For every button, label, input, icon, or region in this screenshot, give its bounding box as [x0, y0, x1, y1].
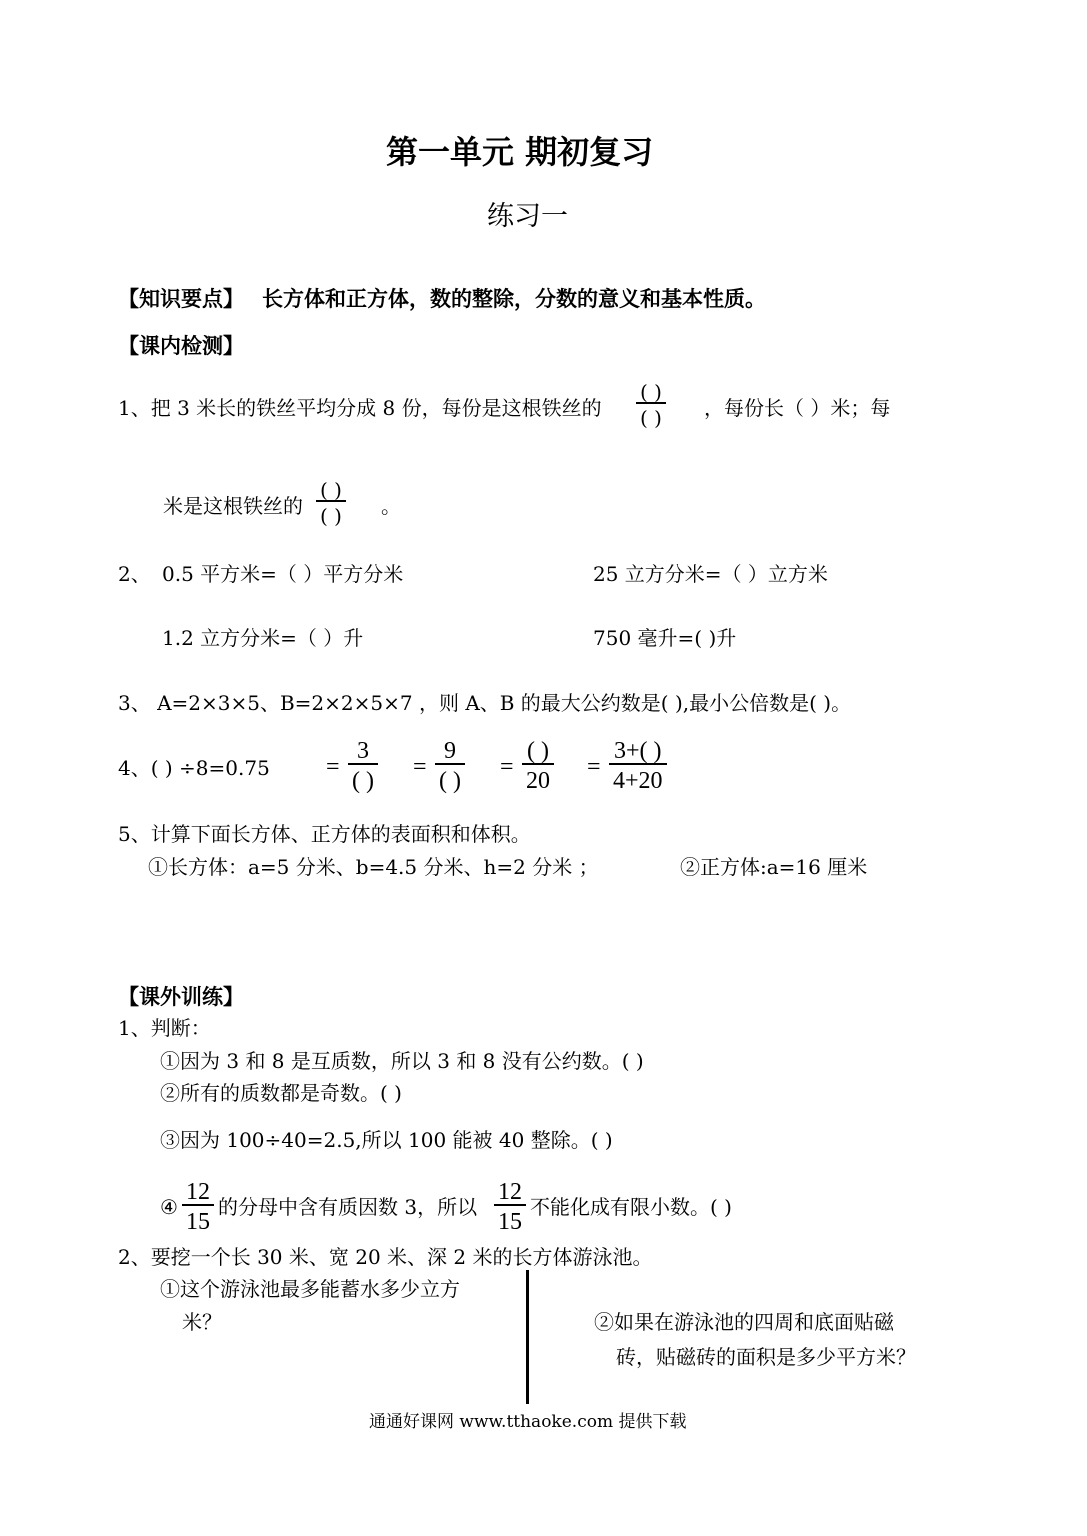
page-footer: 通通好课网 www.tthaoke.com 提供下载	[369, 1412, 687, 1432]
extra-q2-b-line2: 砖，贴磁砖的面积是多少平方米？	[616, 1345, 916, 1369]
q4-fraction-2-numerator: 9	[443, 738, 456, 764]
extra-heading: 【课外训练】	[118, 985, 244, 1009]
extra-q1-fraction-1-numerator: 12	[186, 1179, 210, 1205]
extra-q1-fraction-1	[182, 1180, 214, 1234]
extra-q1-fraction-2-denominator: 15	[494, 1204, 526, 1234]
q1-fraction-1-denominator: ( )	[636, 402, 666, 428]
q4-fraction-3-numerator: ( )	[527, 738, 549, 764]
extra-q1-d-suffix: 不能化成有限小数。( )	[530, 1195, 732, 1219]
extra-q1-d-mid: 的分母中含有质因数 3，所以	[218, 1195, 478, 1219]
extra-q1-a: ①因为 3 和 8 是互质数，所以 3 和 8 没有公约数。( )	[160, 1049, 644, 1073]
q2-d: 750 毫升=( )升	[593, 626, 737, 650]
q4-equals-1: =	[326, 754, 340, 780]
extra-q1-b: ②所有的质数都是奇数。( )	[160, 1081, 402, 1105]
q5-text: 5、计算下面长方体、正方体的表面积和体积。	[118, 822, 531, 846]
extra-q2-text: 2、要挖一个长 30 米、宽 20 米、深 2 米的长方体游泳池。	[118, 1245, 653, 1269]
q1-part4: 。	[381, 494, 401, 518]
q1-fraction-1	[636, 382, 666, 428]
page-subtitle: 练习一	[487, 201, 568, 232]
extra-q1-c: ③因为 100÷40=2.5,所以 100 能被 40 整除。( )	[160, 1128, 613, 1152]
q4-fraction-1	[348, 739, 378, 793]
q4-fraction-4	[609, 739, 667, 793]
knowledge-label: 【知识要点】	[118, 287, 244, 311]
page-title: 第一单元 期初复习	[386, 133, 654, 171]
q1-fraction-2	[316, 480, 346, 526]
q4-fraction-1-denominator: ( )	[348, 763, 378, 793]
q4-fraction-2	[435, 739, 465, 793]
q2-c: 1.2 立方分米=（ ）升	[162, 626, 364, 650]
q5-a: ①长方体：a=5 分米、b=4.5 分米、h=2 分米 ；	[148, 855, 599, 879]
q1-fraction-2-denominator: ( )	[316, 500, 346, 526]
answer-divider	[526, 1270, 529, 1404]
in-class-heading: 【课内检测】	[118, 334, 244, 358]
q5-b: ②正方体:a=16 厘米	[680, 855, 868, 879]
q1-part2: ，每份长（ ）米；每	[704, 396, 891, 420]
q4-fraction-4-denominator: 4+20	[609, 763, 667, 793]
extra-q1-fraction-2-numerator: 12	[498, 1179, 522, 1205]
extra-q2-b-line1: ②如果在游泳池的四周和底面贴磁	[594, 1310, 894, 1334]
q4-prefix: 4、( ) ÷8=0.75	[118, 756, 270, 780]
q4-equals-4: =	[587, 754, 601, 780]
q1-part1: 1、把 3 米长的铁丝平均分成 8 份，每份是这根铁丝的	[118, 396, 602, 420]
q4-equals-2: =	[413, 754, 427, 780]
q4-fraction-3-denominator: 20	[522, 763, 554, 793]
q3: 3、 A=2×3×5、B=2×2×5×7 ，则 A、B 的最大公约数是( ),最小公倍数是( )。	[118, 691, 852, 715]
knowledge-text: 长方体和正方体，数的整除，分数的意义和基本性质。	[262, 287, 766, 311]
extra-q1-fraction-1-denominator: 15	[182, 1204, 214, 1234]
q1-part3: 米是这根铁丝的	[163, 494, 303, 518]
q2-b: 25 立方分米=（ ）立方米	[593, 562, 828, 586]
q1-fraction-1-numerator: ( )	[640, 380, 662, 404]
q2-a: 0.5 平方米=（ ）平方分米	[162, 562, 404, 586]
q4-fraction-4-numerator: 3+( )	[614, 738, 662, 764]
extra-q2-a-line1: ①这个游泳池最多能蓄水多少立方	[160, 1277, 460, 1301]
extra-q1-d-prefix: ④	[160, 1195, 178, 1219]
extra-q1-text: 1、判断：	[118, 1016, 211, 1040]
q1-fraction-2-numerator: ( )	[320, 478, 342, 502]
q4-fraction-2-denominator: ( )	[435, 763, 465, 793]
extra-q1-fraction-2	[494, 1180, 526, 1234]
q4-fraction-3	[522, 739, 554, 793]
q2-index: 2、	[118, 562, 151, 586]
extra-q2-a-line2: 米？	[182, 1310, 222, 1334]
q4-fraction-1-numerator: 3	[356, 738, 369, 764]
q4-equals-3: =	[500, 754, 514, 780]
